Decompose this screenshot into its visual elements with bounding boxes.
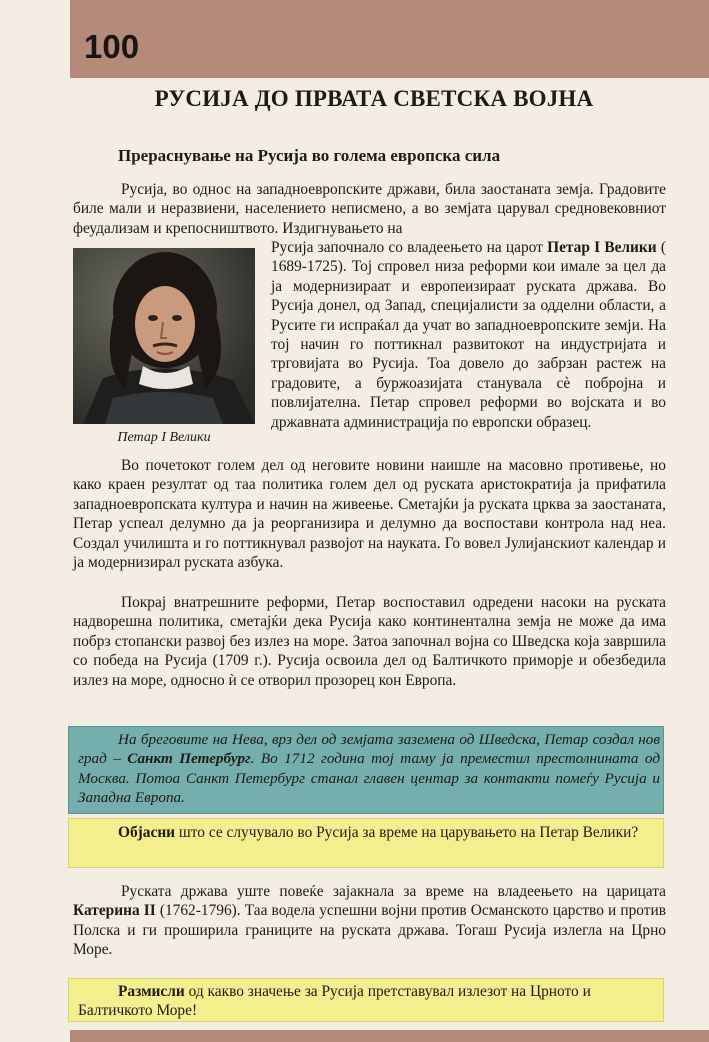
page-title: РУСИЈА ДО ПРВАТА СВЕТСКА ВОЈНА	[154, 86, 594, 111]
bold-name-peter: Петар I Велики	[547, 239, 657, 256]
task-keyword-think: Размисли	[118, 983, 185, 1000]
portrait-image-peter-the-great	[73, 248, 255, 424]
bold-name-catherine: Катерина II	[73, 902, 156, 920]
task-text-explain: Објасни што се случувало во Русија за време на царувањето на Петар Велики?	[118, 824, 639, 841]
page-number: 100	[84, 28, 140, 65]
footer-band	[70, 1030, 709, 1042]
portrait-illustration	[73, 248, 255, 424]
bold-name-saint-petersburg: Санкт Петербург	[127, 750, 251, 768]
section-subtitle: Прераснување на Русија во голема европска сила	[118, 146, 501, 165]
header-band	[70, 0, 709, 78]
portrait-caption: Петар I Велики	[117, 430, 211, 445]
paragraph-peter-reforms: Русија започнало со владеењето на царот Петар I Велики ( 1689-1725). Тој спровел низа реформи кои имале за цел да ја модернизираат и европеизираат руската држава. Во Русија донел, од Запад, специјалисти за одделни области, а Русите ги испраќал да учат во западноевропските земји. На тој начин го поттикнал развитокот на индустријата и трговијата во Русија. Тоа довело до забрзан растеж на градовите, а буржоазијата станувала сè побројна и повлијателна. Петар спровел реформи во војската и во државната администрација по европски образец.	[271, 239, 666, 431]
task-keyword-explain: Објасни	[118, 824, 176, 841]
paragraph-foreign-policy: Покрај внатрешните реформи, Петар воспоставил одредени насоки на руската надворешна политика, сметајќи дека Русија како континентална земја не може да има побрз стопански развој без излез на море. Затоа започнал војна со Шведска која завршила со победа на Русија (1709 г.). Русија освоила дел од Балтичкото приморје и обезбедила излез на море, односно ѝ се отворил прозорец кон Европа.	[73, 594, 666, 689]
paragraph-catherine: Руската држава уште повеќе зајакнала за време на владеењето на царицата Катерина II (1762-1796). Таа водела успешни војни против Османското царство и против Полска и ги проширила границите на руската држава. Тогаш Русија излегла на Црно Море.	[73, 883, 667, 959]
paragraph-reaction: Во почетокот голем дел од неговите новини наишле на масовно противење, но како краен резултат од таа политика голем дел од руската аристократија ја прифатила западноевропската култура и начин на живеење. Сметајќи ја руската црква за заостаната, Петар успеал делумно да ја реорганизира и делумно да воспостави контрола над неа. Создал училишта и го поттикнувал развојот на науката. Го вовел Јулијанскиот календар и ја модернизирал руската азбука.	[73, 457, 666, 572]
paragraph-intro: Русија, во однос на западноевропските држави, била заостаната земја. Градовите биле мали и неразвиени, населението неписмено, а во земјата царувал средновековниот феудализам и крепосништвото. Издигнувањето на	[73, 181, 666, 237]
task-text-think: Размисли од какво значење за Русија претставувал излезот на Црното и Балтичкото Море!	[78, 983, 591, 1020]
highlight-text-st-petersburg: На бреговите на Нева, врз дел од земјата заземена од Шведска, Петар создал нов град – Санкт Петербург. Во 1712 година тој таму ја преместил престолнината од Москва. Потоа Санкт Петербург станал главен центар за контакти помеѓу Русија и Западна Европа.	[78, 731, 661, 807]
